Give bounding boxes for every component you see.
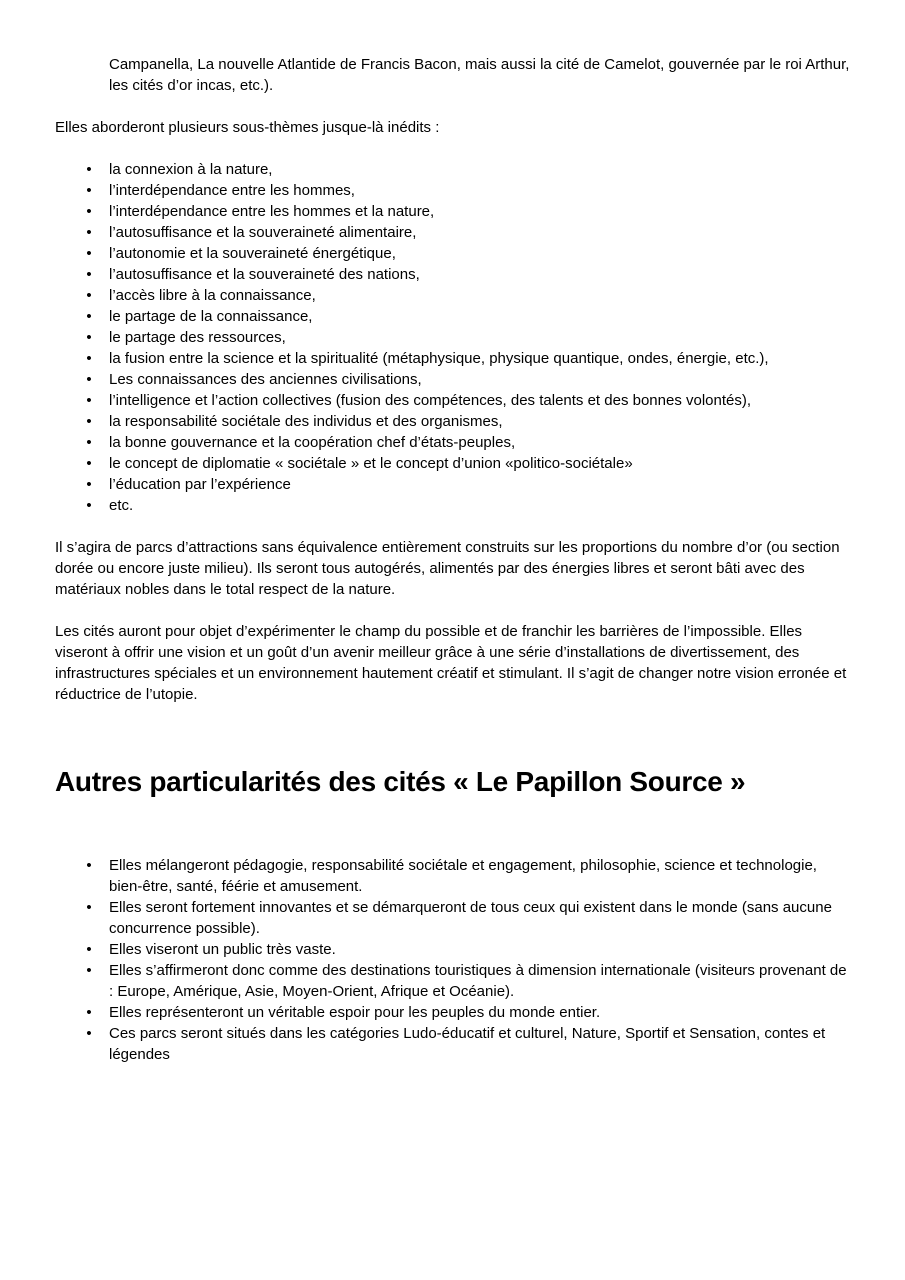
list-item-text: Les connaissances des anciennes civilisations, xyxy=(109,371,422,388)
bullet-icon: • xyxy=(86,962,92,979)
list-item xyxy=(55,1023,850,1065)
list-item-text: le partage des ressources, xyxy=(109,329,286,346)
bullet-icon: • xyxy=(86,161,92,178)
list-item-text: la bonne gouvernance et la coopération chef d’états-peuples, xyxy=(109,434,516,451)
list-item xyxy=(55,939,850,960)
list-item-text: la responsabilité sociétale des individus et des organismes, xyxy=(109,413,503,430)
spacer xyxy=(55,138,850,159)
bullet-icon: • xyxy=(86,1004,92,1021)
list-item-text: l’interdépendance entre les hommes, xyxy=(109,182,355,199)
list-item-text: Elles mélangeront pédagogie, responsabilité sociétale et engagement, philosophie, science et technologie, bien-être, santé, féérie et amusement. xyxy=(109,857,817,895)
bullet-icon: • xyxy=(86,455,92,472)
bullet-icon: • xyxy=(86,308,92,325)
list-item xyxy=(55,369,850,390)
paragraph-parcs: Il s’agira de parcs d’attractions sans équivalence entièrement construits sur les proportions du nombre d’or (ou section dorée ou encore juste milieu). Ils seront tous autogérés, alimentés par des énergies libres et seront bâti avec des matériaux nobles dans le total respect de la nature. xyxy=(55,539,840,598)
list-item xyxy=(55,264,850,285)
list-item-text: Ces parcs seront situés dans les catégories Ludo-éducatif et culturel, Nature, Sportif et Sensation, contes et légendes xyxy=(109,1025,826,1063)
list-item xyxy=(55,960,850,1002)
section-title: Autres particularités des cités « Le Papillon Source » xyxy=(55,766,746,797)
paragraph-cites: Les cités auront pour objet d’expérimenter le champ du possible et de franchir les barrières de l’impossible. Elles viseront à offrir une vision et un goût d’un avenir meilleur grâce à une série d’installations de divertissement, des infrastructures spéciales et un environnement hautement créatif et stimulant. Il s’agit de changer notre vision erronée et réductrice de l’utopie. xyxy=(55,623,847,703)
list-item xyxy=(55,327,850,348)
list-item xyxy=(55,897,850,939)
list-item-text: l’autosuffisance et la souveraineté des nations, xyxy=(109,266,420,283)
themes-list xyxy=(55,159,850,516)
list-item-text: l’interdépendance entre les hommes et la nature, xyxy=(109,203,435,220)
bullet-icon: • xyxy=(86,1025,92,1042)
bullet-icon: • xyxy=(86,497,92,514)
list-item-text: la connexion à la nature, xyxy=(109,161,273,178)
bullet-icon: • xyxy=(86,287,92,304)
bullet-icon: • xyxy=(86,899,92,916)
list-item-text: le partage de la connaissance, xyxy=(109,308,313,325)
list-item xyxy=(55,432,850,453)
bullet-icon: • xyxy=(86,329,92,346)
bullet-icon: • xyxy=(86,245,92,262)
bullet-icon: • xyxy=(86,857,92,874)
list-item xyxy=(55,453,850,474)
list-item xyxy=(55,495,850,516)
spacer xyxy=(55,96,850,117)
list-item-text: etc. xyxy=(109,497,134,514)
list-item-text: Elles représenteront un véritable espoir pour les peuples du monde entier. xyxy=(109,1004,601,1021)
list-item xyxy=(55,222,850,243)
list-item xyxy=(55,201,850,222)
bullet-icon: • xyxy=(86,941,92,958)
list-item xyxy=(55,1002,850,1023)
bullet-icon: • xyxy=(86,413,92,430)
bullet-icon: • xyxy=(86,350,92,367)
list-item-text: l’accès libre à la connaissance, xyxy=(109,287,316,304)
bullet-icon: • xyxy=(86,371,92,388)
list-item-text: le concept de diplomatie « sociétale » et le concept d’union «politico-sociétale» xyxy=(109,455,633,472)
bullet-icon: • xyxy=(86,203,92,220)
bullet-icon: • xyxy=(86,266,92,283)
list-item-text: l’intelligence et l’action collectives (fusion des compétences, des talents et des bonnes volontés), xyxy=(109,392,752,409)
themes-intro: Elles aborderont plusieurs sous-thèmes jusque-là inédits : xyxy=(55,119,440,136)
list-item xyxy=(55,159,850,180)
list-item xyxy=(55,306,850,327)
list-item-text: l’autosuffisance et la souveraineté alimentaire, xyxy=(109,224,417,241)
spacer xyxy=(55,600,850,621)
list-item-text: l’éducation par l’expérience xyxy=(109,476,291,493)
list-item-text: l’autonomie et la souveraineté énergétique, xyxy=(109,245,396,262)
spacer xyxy=(55,799,850,855)
particularities-list xyxy=(55,855,850,1065)
list-item xyxy=(55,348,850,369)
list-item xyxy=(55,390,850,411)
list-item xyxy=(55,474,850,495)
bullet-icon: • xyxy=(86,434,92,451)
spacer xyxy=(55,516,850,537)
list-item xyxy=(55,180,850,201)
list-item-text: Elles seront fortement innovantes et se démarqueront de tous ceux qui existent dans le monde (sans aucune concurrence possible). xyxy=(109,899,832,937)
list-item xyxy=(55,411,850,432)
intro-continuation: Campanella, La nouvelle Atlantide de Francis Bacon, mais aussi la cité de Camelot, gouvernée par le roi Arthur, les cités d’or incas, etc.). xyxy=(109,56,850,94)
bullet-icon: • xyxy=(86,182,92,199)
list-item xyxy=(55,855,850,897)
list-item-text: Elles viseront un public très vaste. xyxy=(109,941,336,958)
spacer xyxy=(55,705,850,765)
list-item xyxy=(55,285,850,306)
list-item-text: Elles s’affirmeront donc comme des destinations touristiques à dimension internationale (visiteurs provenant de : Europe, Amérique, Asie, Moyen-Orient, Afrique et Océanie). xyxy=(109,962,847,1000)
bullet-icon: • xyxy=(86,224,92,241)
document-page xyxy=(55,54,850,1065)
bullet-icon: • xyxy=(86,392,92,409)
list-item-text: la fusion entre la science et la spiritualité (métaphysique, physique quantique, ondes, énergie, etc.), xyxy=(109,350,769,367)
bullet-icon: • xyxy=(86,476,92,493)
list-item xyxy=(55,243,850,264)
